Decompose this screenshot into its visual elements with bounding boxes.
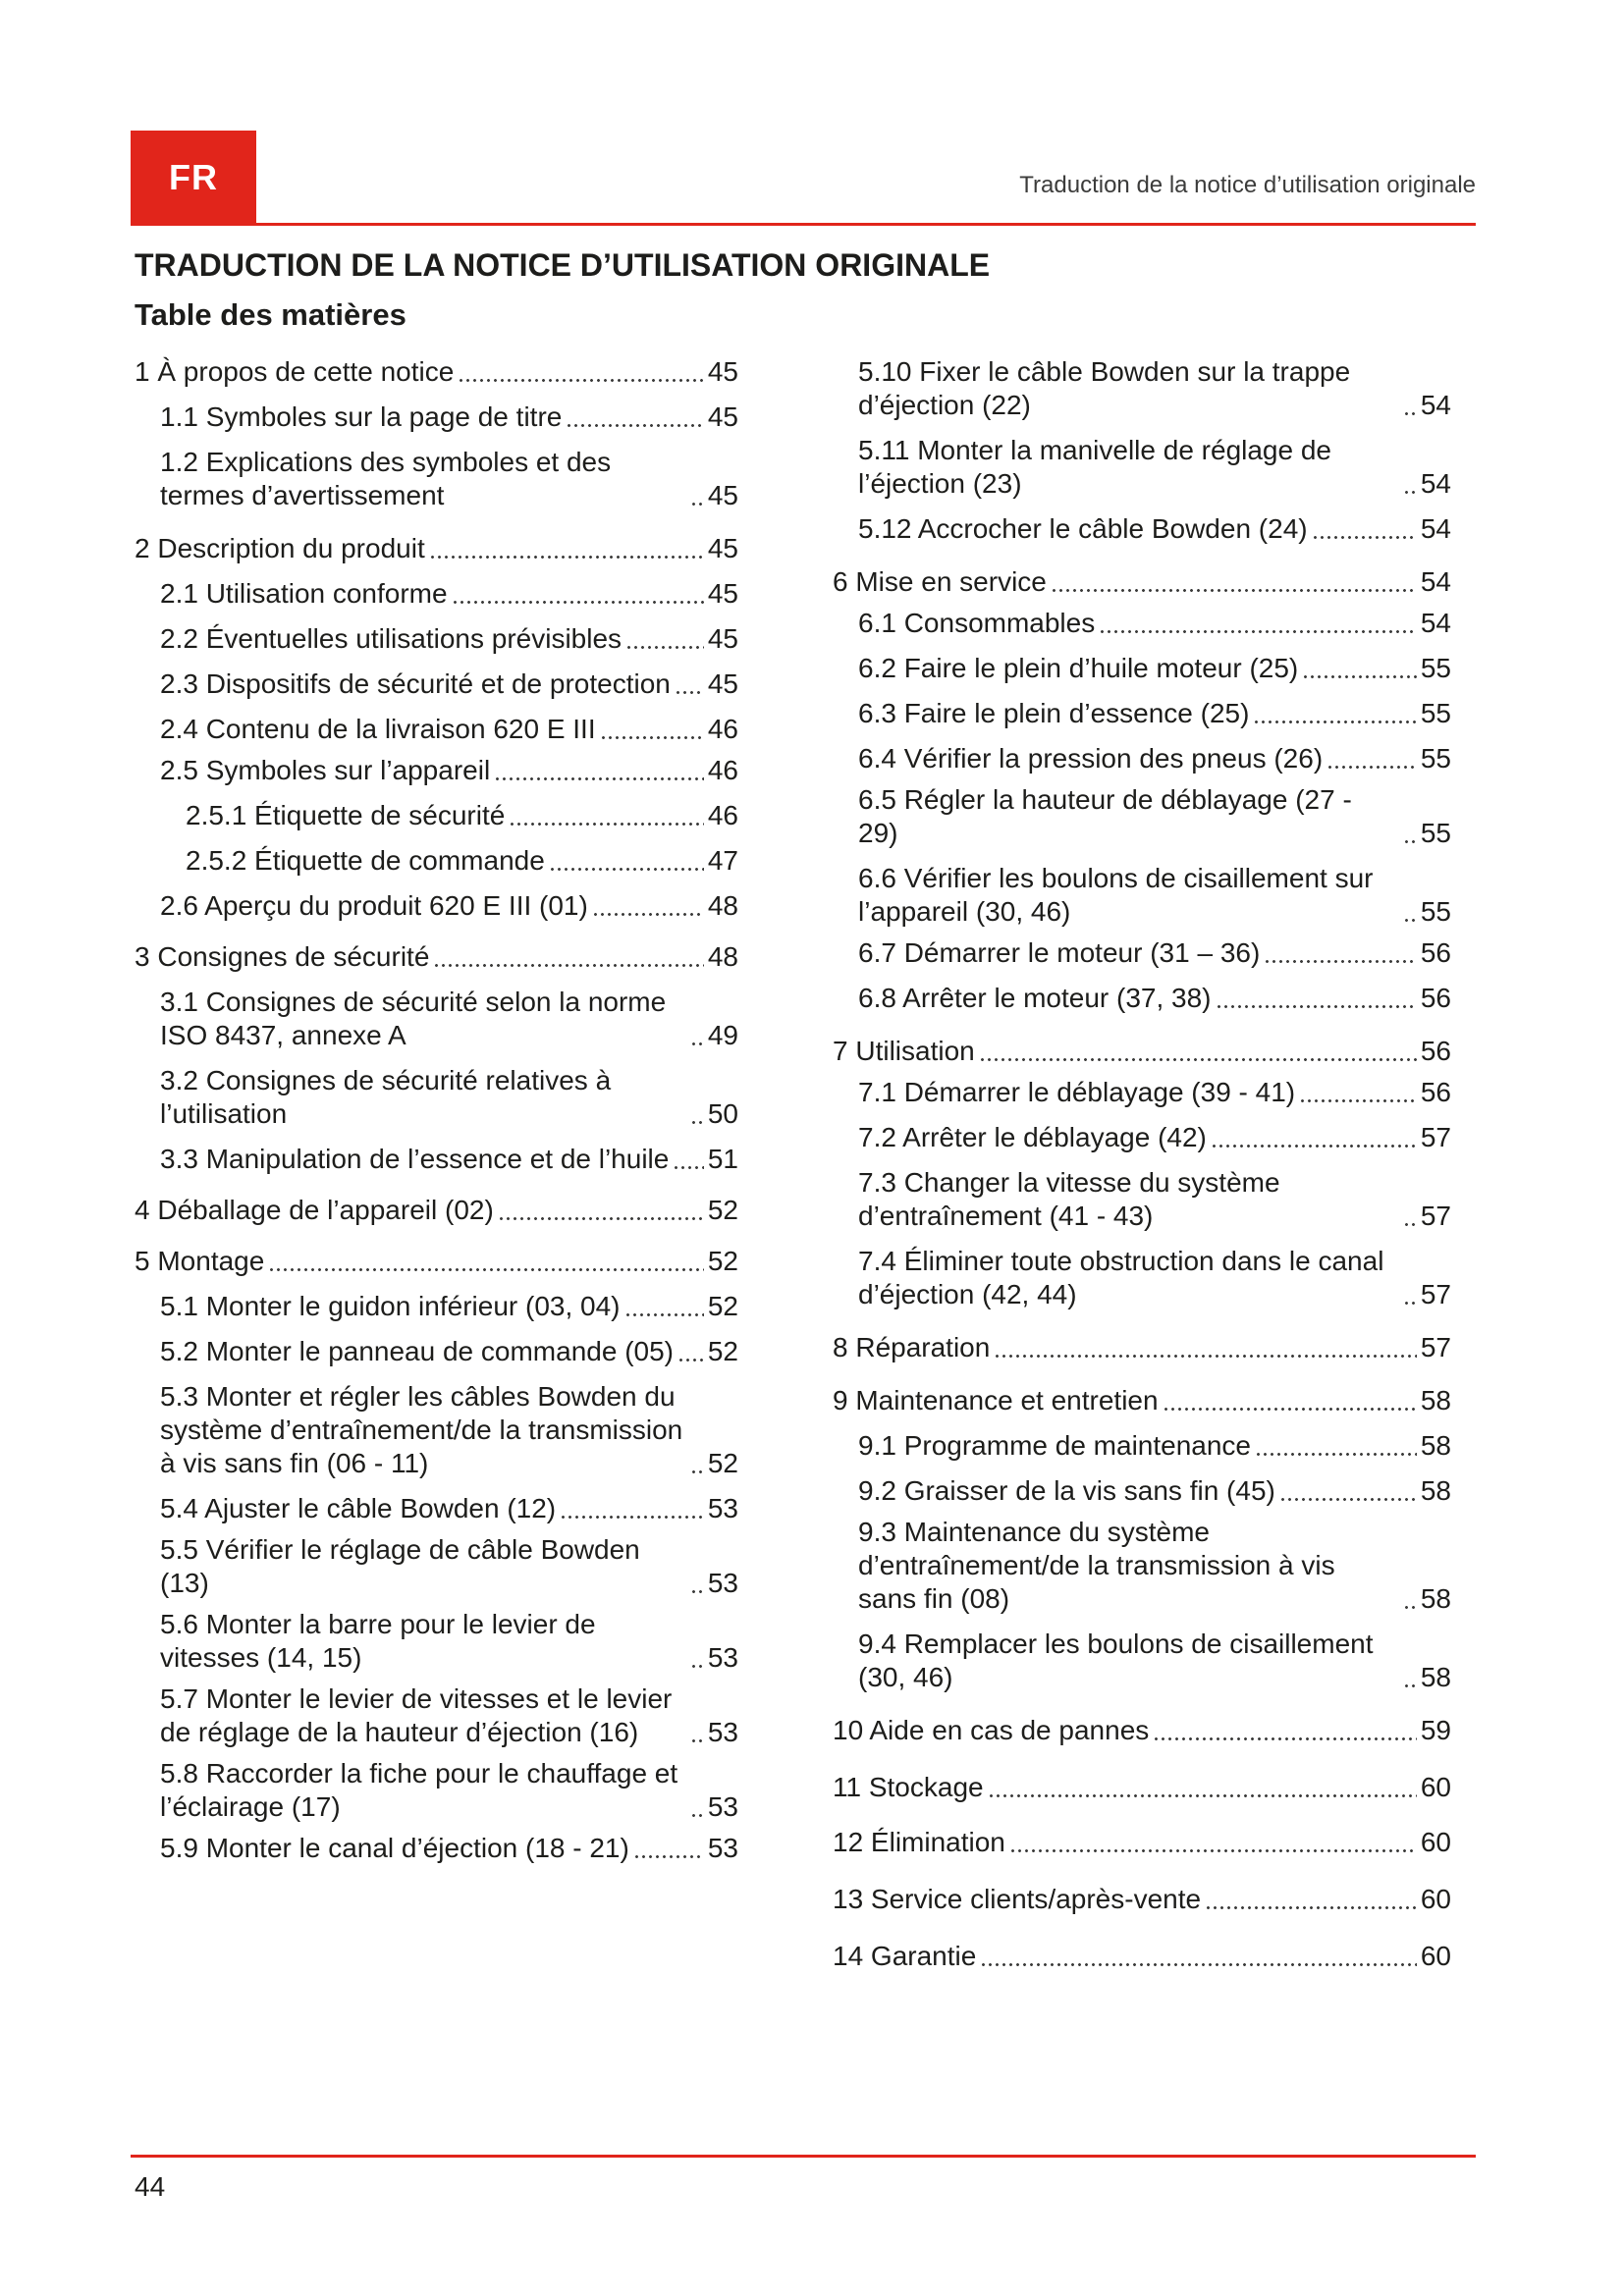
toc-entry[interactable] (833, 783, 1451, 850)
toc-entry-page: 53 (707, 1642, 738, 1673)
toc-entry-page: 55 (1420, 698, 1451, 728)
dot-leader (675, 673, 704, 695)
dot-leader (429, 538, 704, 560)
toc-entry-title: 5.2 Monter le panneau de commande (05) (160, 1336, 674, 1366)
dot-leader (1403, 1284, 1417, 1306)
toc-entry-page: 54 (1420, 390, 1451, 420)
toc-entry-title: 1 À propos de cette notice (135, 356, 455, 387)
dot-leader (1051, 571, 1417, 593)
toc-entry[interactable] (833, 1166, 1451, 1233)
dot-leader (690, 1722, 704, 1743)
toc-entry-title: 3 Consignes de sécurité (135, 941, 430, 972)
toc-entry[interactable] (833, 1628, 1451, 1694)
toc-entry-page: 56 (1420, 937, 1451, 968)
language-badge: FR (131, 131, 256, 225)
toc-entry[interactable] (135, 799, 738, 832)
toc-entry-page: 46 (707, 755, 738, 785)
toc-entry-title: 3.2 Consignes de sécurité relatives à l’utilisation (160, 1065, 612, 1129)
dot-leader (1403, 1205, 1417, 1227)
dot-leader (592, 895, 704, 917)
toc-entry-page: 54 (1420, 513, 1451, 544)
toc-entry-title: 1.2 Explications des symboles et des termes d’avertissement (160, 447, 612, 510)
toc-entry-title: 7.1 Démarrer le déblayage (39 - 41) (858, 1077, 1296, 1107)
toc-entry-page: 57 (1420, 1332, 1451, 1362)
dot-leader (566, 406, 704, 428)
dot-leader (1009, 1832, 1417, 1853)
toc-entry[interactable] (833, 1516, 1451, 1616)
dot-leader (690, 1453, 704, 1474)
dot-leader (1099, 613, 1417, 634)
toc-entry-title: 5.6 Monter la barre pour le levier de vitesses (14, 15) (160, 1609, 596, 1673)
toc-entry-page: 60 (1420, 1827, 1451, 1857)
toc-entry-page: 45 (707, 401, 738, 432)
toc-entry[interactable] (135, 622, 738, 656)
toc-entry-page: 53 (707, 1717, 738, 1747)
toc-entry-page: 48 (707, 941, 738, 972)
toc-entry-title: 8 Réparation (833, 1332, 991, 1362)
dot-leader (1403, 901, 1417, 923)
toc-entry-title: 2.1 Utilisation conforme (160, 578, 448, 609)
toc-entry-page: 53 (707, 1493, 738, 1523)
toc-entry-title: 13 Service clients/après-vente (833, 1884, 1202, 1914)
toc-entry-title: 6.4 Vérifier la pression des pneus (26) (858, 743, 1324, 774)
toc-entry[interactable] (833, 1474, 1451, 1508)
toc-entry[interactable] (135, 577, 738, 611)
toc-entry-title: 5.8 Raccorder la fiche pour le chauffage et l’éclairage (17) (160, 1758, 678, 1822)
toc-entry-page: 60 (1420, 1772, 1451, 1802)
toc-column-left (135, 355, 738, 1865)
toc-entry-title: 6.2 Faire le plein d’huile moteur (25) (858, 653, 1299, 683)
header-divider (131, 223, 1476, 226)
dot-leader (560, 1498, 704, 1520)
dot-leader (494, 760, 704, 781)
dot-leader (1163, 1390, 1417, 1412)
toc-entry-page: 54 (1420, 608, 1451, 638)
toc-entry-title: 5 Montage (135, 1246, 265, 1276)
toc-entry-page: 52 (707, 1195, 738, 1225)
toc-entry[interactable] (135, 940, 738, 974)
toc-entry[interactable] (833, 982, 1451, 1015)
dot-leader (690, 1103, 704, 1125)
toc-entry-page: 56 (1420, 983, 1451, 1013)
toc-entry-title: 12 Élimination (833, 1827, 1005, 1857)
dot-leader (633, 1838, 704, 1859)
toc-entry-page: 51 (707, 1144, 738, 1174)
toc-entry[interactable] (135, 1380, 738, 1480)
toc-entry-title: 9.4 Remplacer les boulons de cisaillement (30, 46) (858, 1629, 1374, 1692)
toc-entry-page: 45 (707, 356, 738, 387)
toc-entry-title: 9.1 Programme de maintenance (858, 1430, 1251, 1461)
toc-entry-title: 5.5 Vérifier le réglage de câble Bowden (13) (160, 1534, 640, 1598)
toc-entry[interactable] (135, 667, 738, 701)
toc-entry-title: 10 Aide en cas de pannes (833, 1715, 1150, 1745)
toc-entry-page: 53 (707, 1833, 738, 1863)
header-title: Traduction de la notice d’utilisation originale (1019, 172, 1476, 198)
dot-leader (1326, 748, 1417, 770)
toc-entry-title: 5.12 Accrocher le câble Bowden (24) (858, 513, 1308, 544)
toc-entry-page: 54 (1420, 566, 1451, 597)
toc-entry-page: 53 (707, 1568, 738, 1598)
toc-entry[interactable] (135, 1533, 738, 1600)
toc-entry-title: 2.5.2 Étiquette de commande (186, 845, 545, 876)
dot-leader (509, 805, 704, 827)
toc-entry-title: 6.8 Arrêter le moteur (37, 38) (858, 983, 1212, 1013)
toc-entry-title: 6 Mise en service (833, 566, 1047, 597)
dot-leader (994, 1337, 1417, 1359)
toc-entry-page: 55 (1420, 818, 1451, 848)
toc-entry-page: 45 (707, 578, 738, 609)
toc-entry-page: 55 (1420, 743, 1451, 774)
toc-entry-page: 53 (707, 1791, 738, 1822)
dot-leader (690, 485, 704, 507)
toc-entry-title: 2.6 Aperçu du produit 620 E III (01) (160, 890, 588, 921)
toc-entry[interactable] (135, 1143, 738, 1176)
toc-entry-page: 60 (1420, 1941, 1451, 1971)
dot-leader (1403, 395, 1417, 416)
toc-entry-page: 58 (1420, 1662, 1451, 1692)
toc-entry[interactable] (135, 844, 738, 878)
toc-entry-title: 9 Maintenance et entretien (833, 1385, 1159, 1415)
toc-entry-page: 50 (707, 1098, 738, 1129)
toc-entry[interactable] (135, 355, 738, 389)
toc-entry[interactable] (135, 1335, 738, 1368)
toc-entry-title: 6.3 Faire le plein d’essence (25) (858, 698, 1250, 728)
toc-entry-title: 2.2 Éventuelles utilisations prévisibles (160, 623, 623, 654)
toc-entry[interactable] (833, 742, 1451, 775)
dot-leader (549, 850, 704, 872)
dot-leader (690, 1025, 704, 1046)
document-title: TRADUCTION DE LA NOTICE D’UTILISATION ORIGINALE (135, 247, 991, 283)
toc-entry[interactable] (135, 1245, 738, 1278)
toc-entry[interactable] (135, 986, 738, 1052)
toc-entry[interactable] (833, 1384, 1451, 1417)
toc-entry[interactable] (833, 1035, 1451, 1068)
toc-entry-page: 52 (707, 1448, 738, 1478)
toc-entry-title: 3.1 Consignes de sécurité selon la norme ISO 8437, annexe A (160, 987, 667, 1050)
toc-entry-title: 3.3 Manipulation de l’essence et de l’huile (160, 1144, 670, 1174)
toc-entry[interactable] (833, 936, 1451, 970)
dot-leader (988, 1777, 1417, 1798)
toc-entry-page: 49 (707, 1020, 738, 1050)
toc-entry-title: 5.10 Fixer le câble Bowden sur la trappe d’éjection (22) (858, 356, 1351, 420)
toc-entry[interactable] (833, 1245, 1451, 1311)
toc-entry[interactable] (833, 652, 1451, 685)
toc-entry-title: 9.2 Graisser de la vis sans fin (45) (858, 1475, 1275, 1506)
toc-entry-title: 9.3 Maintenance du système d’entraînement/de la transmission à vis sans fin (08) (858, 1517, 1335, 1614)
toc-entry-title: 1.1 Symboles sur la page de titre (160, 401, 563, 432)
dot-leader (433, 946, 703, 968)
toc-entry[interactable] (135, 889, 738, 923)
footer-divider (131, 2155, 1476, 2158)
toc-entry[interactable] (833, 1714, 1451, 1747)
dot-leader (1403, 1667, 1417, 1688)
toc-entry-page: 52 (707, 1291, 738, 1321)
dot-leader (690, 1647, 704, 1669)
dot-leader (1153, 1720, 1417, 1741)
toc-entry-page: 46 (707, 800, 738, 830)
dot-leader (980, 1946, 1417, 1967)
toc-entry[interactable] (135, 754, 738, 787)
toc-entry[interactable] (833, 1121, 1451, 1154)
dot-leader (1403, 823, 1417, 844)
toc-entry[interactable] (833, 607, 1451, 640)
toc-entry[interactable] (833, 434, 1451, 501)
toc-entry-page: 45 (707, 623, 738, 654)
toc-entry-page: 47 (707, 845, 738, 876)
toc-entry-page: 52 (707, 1246, 738, 1276)
dot-leader (624, 1296, 704, 1317)
toc-entry[interactable] (833, 1429, 1451, 1463)
toc-entry-page: 56 (1420, 1036, 1451, 1066)
toc-entry-page: 54 (1420, 468, 1451, 499)
toc-entry-title: 11 Stockage (833, 1772, 984, 1802)
toc-entry-page: 45 (707, 533, 738, 563)
toc-entry-title: 14 Garantie (833, 1941, 977, 1971)
toc-entry-page: 57 (1420, 1122, 1451, 1152)
toc-entry-title: 2.3 Dispositifs de sécurité et de protection (160, 668, 671, 699)
dot-leader (1205, 1889, 1417, 1910)
toc-entry[interactable] (833, 697, 1451, 730)
toc-entry-page: 59 (1420, 1715, 1451, 1745)
toc-entry-title: 7.3 Changer la vitesse du système d’entraînement (41 - 43) (858, 1167, 1280, 1231)
toc-entry-page: 56 (1420, 1077, 1451, 1107)
toc-entry[interactable] (135, 1064, 738, 1131)
toc-entry-title: 5.9 Monter le canal d’éjection (18 - 21) (160, 1833, 629, 1863)
toc-entry[interactable] (135, 400, 738, 434)
toc-entry[interactable] (833, 1331, 1451, 1364)
toc-entry-title: 2.5.1 Étiquette de sécurité (186, 800, 506, 830)
toc-entry-title: 6.1 Consommables (858, 608, 1096, 638)
toc-entry-page: 45 (707, 480, 738, 510)
toc-entry-title: 5.4 Ajuster le câble Bowden (12) (160, 1493, 557, 1523)
toc-entry-title: 7 Utilisation (833, 1036, 975, 1066)
dot-leader (458, 361, 704, 383)
toc-entry-page: 55 (1420, 653, 1451, 683)
dot-leader (1302, 658, 1417, 679)
toc-entry[interactable] (833, 1940, 1451, 1973)
toc-entry-title: 5.11 Monter la manivelle de réglage de l’éjection (23) (858, 435, 1332, 499)
toc-entry-page: 58 (1420, 1475, 1451, 1506)
dot-leader (690, 1573, 704, 1594)
toc-entry-title: 4 Déballage de l’appareil (02) (135, 1195, 494, 1225)
toc-entry[interactable] (135, 1290, 738, 1323)
toc-entry[interactable] (135, 446, 738, 512)
dot-leader (1255, 1435, 1417, 1457)
dot-leader (1216, 988, 1417, 1009)
toc-entry-page: 57 (1420, 1201, 1451, 1231)
toc-entry-page: 45 (707, 668, 738, 699)
toc-entry-title: 2.5 Symboles sur l’appareil (160, 755, 491, 785)
dot-leader (268, 1251, 704, 1272)
toc-entry-title: 2 Description du produit (135, 533, 425, 563)
dot-leader (1264, 942, 1417, 964)
dot-leader (1211, 1127, 1417, 1148)
toc-entry[interactable] (135, 1757, 738, 1824)
toc-entry-page: 58 (1420, 1583, 1451, 1614)
dot-leader (690, 1796, 704, 1818)
dot-leader (1279, 1480, 1417, 1502)
toc-entry-page: 58 (1420, 1385, 1451, 1415)
dot-leader (498, 1200, 704, 1221)
toc-entry[interactable] (833, 1771, 1451, 1804)
toc-heading: Table des matières (135, 297, 406, 332)
dot-leader (452, 583, 704, 605)
toc-entry[interactable] (833, 1883, 1451, 1916)
toc-entry-page: 58 (1420, 1430, 1451, 1461)
dot-leader (1403, 473, 1417, 495)
toc-entry[interactable] (135, 1682, 738, 1749)
toc-entry[interactable] (833, 512, 1451, 546)
toc-entry[interactable] (833, 1826, 1451, 1859)
toc-entry-page: 57 (1420, 1279, 1451, 1309)
toc-entry-title: 5.3 Monter et régler les câbles Bowden du système d’entraînement/de la transmission à vis sans fin (06 - 11) (160, 1381, 683, 1478)
dot-leader (677, 1341, 704, 1362)
toc-entry[interactable] (833, 565, 1451, 599)
dot-leader (673, 1148, 704, 1170)
toc-entry[interactable] (135, 713, 738, 746)
toc-entry-title: 6.6 Vérifier les boulons de cisaillement sur l’appareil (30, 46) (858, 863, 1374, 927)
page-number: 44 (135, 2171, 166, 2202)
toc-entry-title: 5.7 Monter le levier de vitesses et le levier de réglage de la hauteur d’éjection (16) (160, 1683, 673, 1747)
dot-leader (979, 1041, 1417, 1062)
toc-entry-title: 5.1 Monter le guidon inférieur (03, 04) (160, 1291, 621, 1321)
toc-entry-title: 2.4 Contenu de la livraison 620 E III (160, 714, 596, 744)
toc-entry[interactable] (833, 355, 1451, 422)
dot-leader (625, 628, 704, 650)
toc-column-right (833, 355, 1451, 1973)
toc-entry[interactable] (135, 532, 738, 565)
toc-entry-title: 7.4 Éliminer toute obstruction dans le canal d’éjection (42, 44) (858, 1246, 1384, 1309)
toc-entry[interactable] (833, 862, 1451, 929)
toc-entry[interactable] (833, 1076, 1451, 1109)
dot-leader (600, 719, 704, 740)
toc-entry[interactable] (135, 1194, 738, 1227)
toc-entry-title: 6.5 Régler la hauteur de déblayage (27 - 29) (858, 784, 1352, 848)
dot-leader (1312, 518, 1417, 540)
toc-entry[interactable] (135, 1492, 738, 1525)
toc-entry-page: 55 (1420, 896, 1451, 927)
dot-leader (1253, 703, 1416, 724)
toc-entry-page: 52 (707, 1336, 738, 1366)
toc-entry-page: 46 (707, 714, 738, 744)
dot-leader (1403, 1588, 1417, 1610)
toc-entry-title: 6.7 Démarrer le moteur (31 – 36) (858, 937, 1261, 968)
toc-entry-page: 48 (707, 890, 738, 921)
toc-entry[interactable] (135, 1832, 738, 1865)
toc-entry-title: 7.2 Arrêter le déblayage (42) (858, 1122, 1207, 1152)
toc-entry[interactable] (135, 1608, 738, 1675)
toc-entry-page: 60 (1420, 1884, 1451, 1914)
dot-leader (1299, 1082, 1417, 1103)
